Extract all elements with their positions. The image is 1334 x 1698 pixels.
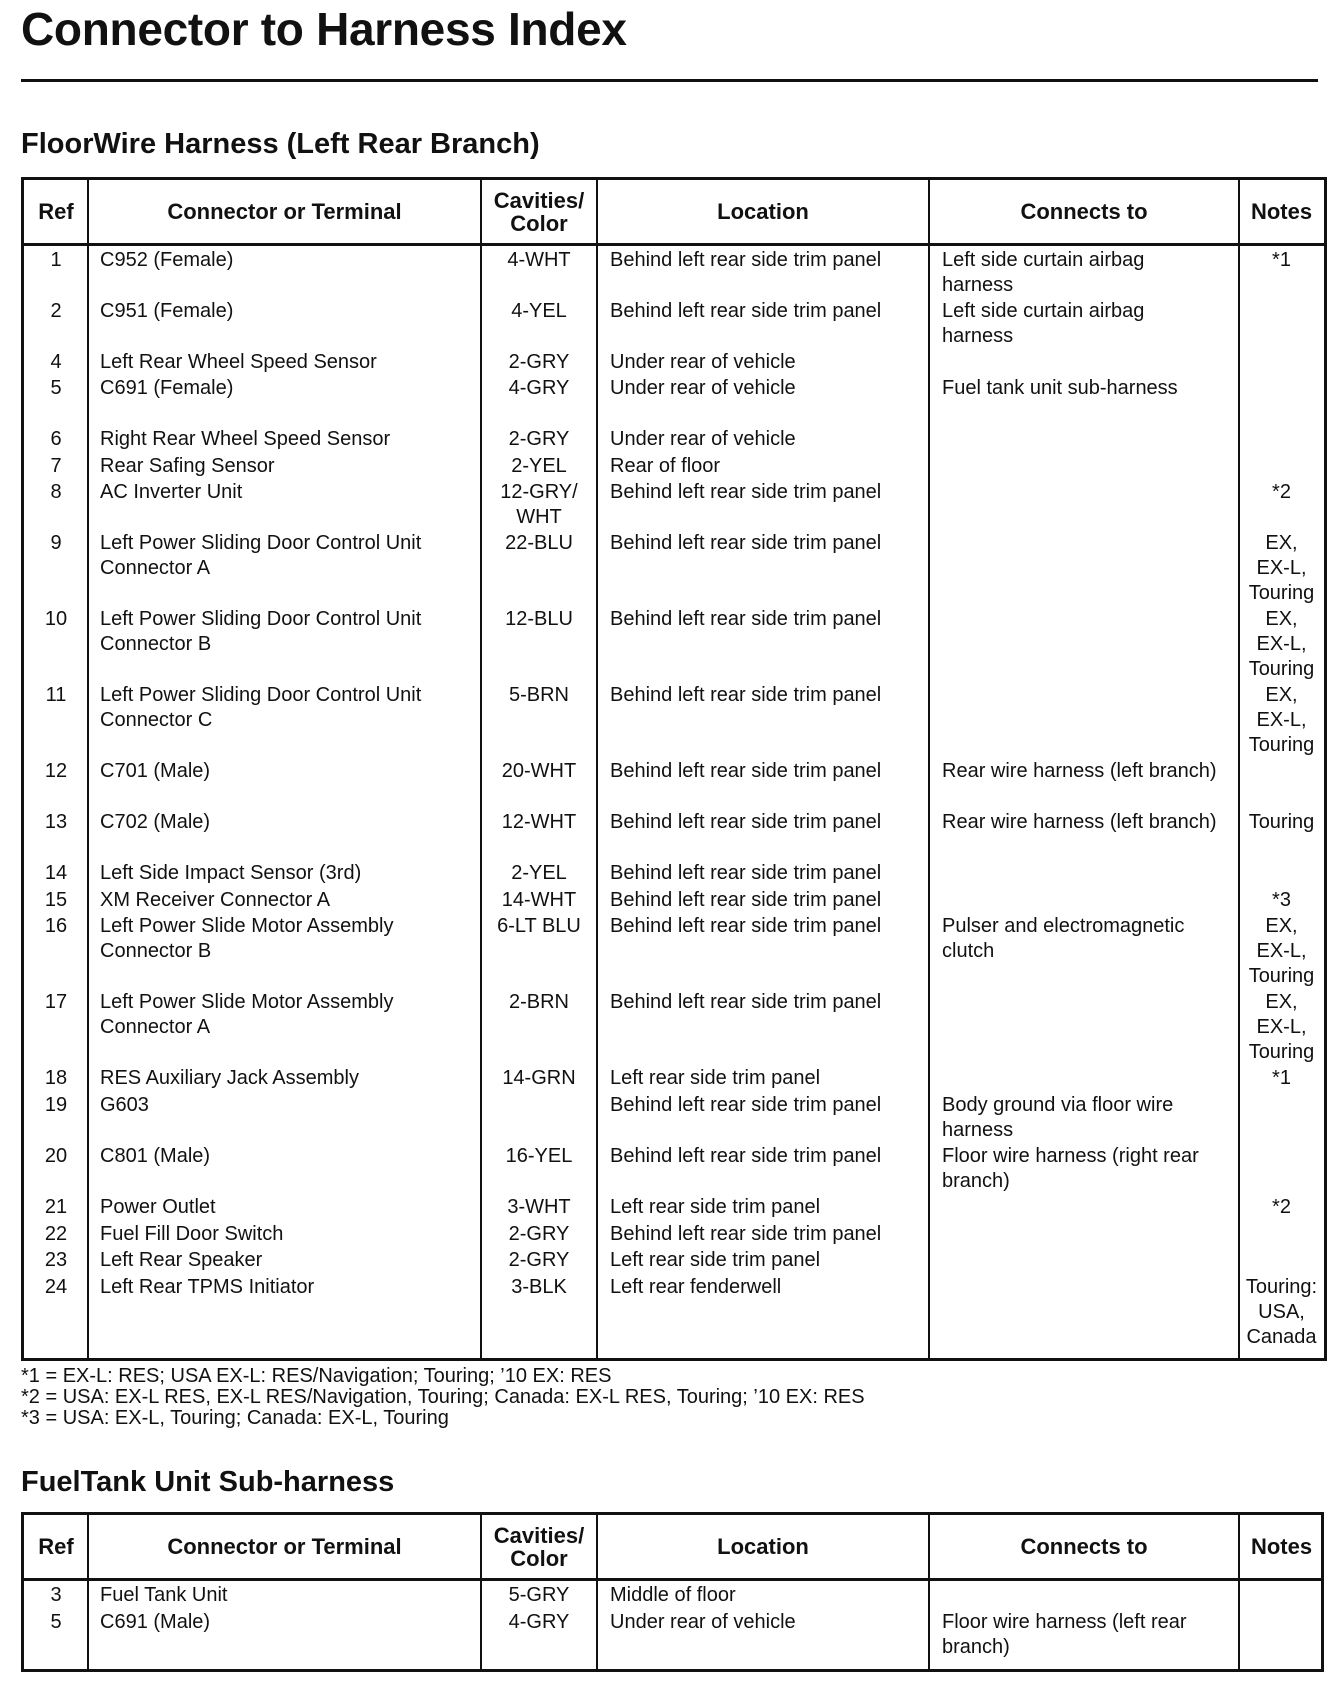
location-cell: Behind left rear side trim panel xyxy=(610,991,882,1013)
connector-cell: Left Power Sliding Door Control Unit Connector A xyxy=(100,532,422,579)
table-header xyxy=(24,1515,1321,1581)
location-cell: Rear of floor xyxy=(610,455,721,477)
ref-cell: 18 xyxy=(44,1067,68,1089)
location-cell: Behind left rear side trim panel xyxy=(610,481,882,503)
ref-cell: 20 xyxy=(44,1145,68,1167)
table-row xyxy=(24,1144,1324,1194)
location-cell: Under rear of vehicle xyxy=(610,1611,796,1633)
location-cell: Behind left rear side trim panel xyxy=(610,249,882,271)
footnote: *3 = USA: EX-L, Touring; Canada: EX-L, Touring xyxy=(21,1407,449,1429)
connects-to-cell xyxy=(929,350,1239,375)
connector-cell: C691 (Female) xyxy=(100,377,234,399)
location-cell: Behind left rear side trim panel xyxy=(610,608,882,630)
ref-cell: 5 xyxy=(50,1611,62,1633)
header-location: Location xyxy=(717,1534,809,1559)
table-row xyxy=(24,683,1324,758)
location-cell: Left rear side trim panel xyxy=(610,1067,821,1089)
cavities-cell: 2-YEL xyxy=(511,862,567,884)
header-connector: Connector or Terminal xyxy=(167,1534,402,1559)
connector-cell: Fuel Tank Unit xyxy=(100,1584,228,1606)
notes-cell xyxy=(1239,1610,1324,1660)
table-row xyxy=(24,1222,1324,1247)
notes-cell xyxy=(1239,759,1324,784)
section-title-floor-wire: FloorWire Harness (Left Rear Branch) xyxy=(21,128,540,160)
connects-to-cell: Rear wire harness (left branch) xyxy=(942,811,1217,833)
connects-to-cell xyxy=(929,1583,1239,1608)
table-row xyxy=(24,427,1324,452)
footnotes xyxy=(21,1366,865,1429)
notes-cell xyxy=(1239,376,1324,401)
connects-to-cell xyxy=(929,1275,1239,1350)
notes-cell xyxy=(1239,1093,1324,1143)
header-cavities: Cavities/ Color xyxy=(493,187,585,236)
cavities-cell: 12-GRY/ WHT xyxy=(500,481,578,528)
cavities-cell: 5-GRY xyxy=(508,1584,570,1606)
location-cell: Under rear of vehicle xyxy=(610,428,796,450)
location-cell: Behind left rear side trim panel xyxy=(610,760,882,782)
location-cell: Behind left rear side trim panel xyxy=(610,889,882,911)
table-row xyxy=(24,1583,1321,1608)
connects-to-cell xyxy=(929,427,1239,452)
notes-cell xyxy=(1239,1583,1324,1608)
ref-cell: 14 xyxy=(44,862,68,884)
header-location: Location xyxy=(717,199,809,224)
header-connects-to: Connects to xyxy=(1020,199,1148,224)
cavities-cell: 5-BRN xyxy=(508,684,569,706)
cavities-cell: 4-YEL xyxy=(511,300,567,322)
cavities-cell: 3-WHT xyxy=(507,1196,571,1218)
connects-to-cell xyxy=(929,531,1239,606)
footnote: *2 = USA: EX-L RES, EX-L RES/Navigation, Touring; Canada: EX-L RES, Touring; ’10 EX: RES xyxy=(21,1386,865,1408)
connector-cell: Rear Safing Sensor xyxy=(100,455,275,477)
ref-cell: 6 xyxy=(50,428,62,450)
connector-cell: AC Inverter Unit xyxy=(100,481,243,503)
connects-to-cell: Body ground via floor wire harness xyxy=(942,1094,1174,1141)
table-row xyxy=(24,990,1324,1065)
notes-cell: EX, EX-L, Touring xyxy=(1248,684,1315,756)
ref-cell: 2 xyxy=(50,300,62,322)
cavities-cell: 16-YEL xyxy=(505,1145,573,1167)
ref-cell: 17 xyxy=(44,991,68,1013)
table-row xyxy=(24,480,1324,530)
ref-cell: 21 xyxy=(44,1196,68,1218)
location-cell: Behind left rear side trim panel xyxy=(610,1223,882,1245)
ref-cell: 4 xyxy=(50,351,62,373)
table-row xyxy=(24,759,1324,784)
cavities-cell: 2-GRY xyxy=(508,1249,570,1271)
table-row xyxy=(24,1093,1324,1143)
connector-cell: C691 (Male) xyxy=(100,1611,211,1633)
notes-cell: EX, EX-L, Touring xyxy=(1248,991,1315,1063)
title-divider xyxy=(21,79,1318,82)
notes-cell xyxy=(1239,427,1324,452)
connector-cell: Left Side Impact Sensor (3rd) xyxy=(100,862,362,884)
cavities-cell: 4-GRY xyxy=(508,377,570,399)
ref-cell: 8 xyxy=(50,481,62,503)
connector-cell: Left Rear Speaker xyxy=(100,1249,263,1271)
cavities-cell: 2-YEL xyxy=(511,455,567,477)
section-title-fuel-tank: FuelTank Unit Sub-harness xyxy=(21,1466,395,1498)
notes-cell xyxy=(1239,350,1324,375)
notes-cell xyxy=(1239,299,1324,349)
cavities-cell: 2-GRY xyxy=(508,351,570,373)
connector-cell: C951 (Female) xyxy=(100,300,234,322)
connector-cell: Power Outlet xyxy=(100,1196,216,1218)
ref-cell: 5 xyxy=(50,377,62,399)
location-cell: Left rear side trim panel xyxy=(610,1249,821,1271)
table-row xyxy=(24,810,1324,835)
connector-cell: XM Receiver Connector A xyxy=(100,889,331,911)
location-cell: Behind left rear side trim panel xyxy=(610,1145,882,1167)
notes-cell: Touring xyxy=(1248,811,1315,833)
location-cell: Behind left rear side trim panel xyxy=(610,532,882,554)
header-cavities: Cavities/ Color xyxy=(493,1522,585,1571)
ref-cell: 16 xyxy=(44,915,68,937)
ref-cell: 24 xyxy=(44,1276,68,1298)
location-cell: Behind left rear side trim panel xyxy=(610,862,882,884)
table-row xyxy=(24,888,1324,913)
cavities-cell: 14-GRN xyxy=(502,1067,576,1089)
ref-cell: 9 xyxy=(50,532,62,554)
location-cell: Middle of floor xyxy=(610,1584,736,1606)
ref-cell: 11 xyxy=(45,684,67,706)
connects-to-cell: Fuel tank unit sub-harness xyxy=(942,377,1178,399)
connector-cell: C702 (Male) xyxy=(100,811,211,833)
table-row xyxy=(24,248,1324,298)
table-header xyxy=(24,180,1324,246)
table-row xyxy=(24,607,1324,682)
ref-cell: 10 xyxy=(44,608,68,630)
ref-cell: 7 xyxy=(50,455,62,477)
location-cell: Under rear of vehicle xyxy=(610,351,796,373)
table-row xyxy=(24,861,1324,886)
table-row xyxy=(24,1248,1324,1273)
notes-cell xyxy=(1239,861,1324,886)
notes-cell xyxy=(1239,454,1324,479)
page-title: Connector to Harness Index xyxy=(21,3,627,55)
notes-cell: *1 xyxy=(1272,1067,1291,1089)
location-cell: Behind left rear side trim panel xyxy=(610,811,882,833)
connects-to-cell xyxy=(929,888,1239,913)
notes-cell: Touring: USA, Canada xyxy=(1245,1276,1318,1348)
header-connects-to: Connects to xyxy=(1020,1534,1148,1559)
notes-cell: *1 xyxy=(1272,249,1291,271)
location-cell: Left rear fenderwell xyxy=(610,1276,782,1298)
connects-to-cell xyxy=(929,990,1239,1065)
notes-cell: EX, EX-L, Touring xyxy=(1248,532,1315,604)
connector-cell: Left Rear Wheel Speed Sensor xyxy=(100,351,377,373)
connects-to-cell xyxy=(929,683,1239,758)
ref-cell: 22 xyxy=(44,1223,68,1245)
ref-cell: 1 xyxy=(50,249,62,271)
header-connector: Connector or Terminal xyxy=(167,199,402,224)
location-cell: Behind left rear side trim panel xyxy=(610,915,882,937)
notes-cell: *3 xyxy=(1272,889,1291,911)
connects-to-cell xyxy=(929,454,1239,479)
notes-cell: *2 xyxy=(1272,1196,1291,1218)
table-row xyxy=(24,350,1324,375)
cavities-cell: 20-WHT xyxy=(501,760,577,782)
cavities-cell: 12-BLU xyxy=(505,608,573,630)
connects-to-cell xyxy=(929,1195,1239,1220)
table-row xyxy=(24,376,1324,401)
cavities-cell: 4-WHT xyxy=(507,249,571,271)
connector-cell: Left Power Sliding Door Control Unit Connector C xyxy=(100,684,422,731)
connector-cell: Left Power Sliding Door Control Unit Connector B xyxy=(100,608,422,655)
floor-wire-harness-table xyxy=(21,177,1327,1361)
ref-cell: 3 xyxy=(50,1584,62,1606)
connects-to-cell xyxy=(929,480,1239,530)
cavities-cell: 2-GRY xyxy=(508,428,570,450)
header-ref: Ref xyxy=(38,1534,74,1559)
ref-cell: 23 xyxy=(44,1249,68,1271)
location-cell: Behind left rear side trim panel xyxy=(610,300,882,322)
connector-cell: Left Power Slide Motor Assembly Connector A xyxy=(100,991,394,1038)
cavities-cell: 22-BLU xyxy=(505,532,573,554)
connector-cell: C801 (Male) xyxy=(100,1145,211,1167)
table-row xyxy=(24,1610,1321,1660)
cavities-cell: 4-GRY xyxy=(508,1611,570,1633)
location-cell: Behind left rear side trim panel xyxy=(610,1094,882,1116)
header-ref: Ref xyxy=(38,199,74,224)
cavities-cell: 2-GRY xyxy=(508,1223,570,1245)
connector-cell: RES Auxiliary Jack Assembly xyxy=(100,1067,359,1089)
ref-cell: 13 xyxy=(44,811,68,833)
connector-cell: C952 (Female) xyxy=(100,249,234,271)
connects-to-cell: Left side curtain airbag harness xyxy=(942,249,1145,296)
connects-to-cell xyxy=(929,1248,1239,1273)
table-row xyxy=(24,914,1324,989)
table-row xyxy=(24,454,1324,479)
cavities-cell: 3-BLK xyxy=(511,1276,567,1298)
connects-to-cell xyxy=(929,1222,1239,1247)
notes-cell xyxy=(1239,1248,1324,1273)
connects-to-cell: Left side curtain airbag harness xyxy=(942,300,1145,347)
ref-cell: 15 xyxy=(44,889,68,911)
table-row xyxy=(24,1275,1324,1350)
connector-cell: C701 (Male) xyxy=(100,760,211,782)
location-cell: Under rear of vehicle xyxy=(610,377,796,399)
notes-cell: *2 xyxy=(1272,481,1291,503)
table-row xyxy=(24,299,1324,349)
connector-cell: G603 xyxy=(100,1094,149,1116)
connector-cell: Right Rear Wheel Speed Sensor xyxy=(100,428,391,450)
location-cell: Behind left rear side trim panel xyxy=(610,684,882,706)
location-cell: Left rear side trim panel xyxy=(610,1196,821,1218)
cavities-cell: 12-WHT xyxy=(501,811,577,833)
cavities-cell: 2-BRN xyxy=(508,991,569,1013)
header-notes: Notes xyxy=(1250,199,1313,224)
connects-to-cell xyxy=(929,861,1239,886)
ref-cell: 19 xyxy=(44,1094,68,1116)
connector-cell: Left Power Slide Motor Assembly Connector B xyxy=(100,915,394,962)
ref-cell: 12 xyxy=(44,760,68,782)
fuel-tank-sub-harness-table xyxy=(21,1512,1324,1672)
connects-to-cell xyxy=(929,607,1239,682)
notes-cell xyxy=(1239,1222,1324,1247)
cavities-cell xyxy=(481,1093,597,1143)
cavities-cell: 6-LT BLU xyxy=(497,915,581,937)
notes-cell: EX, EX-L, Touring xyxy=(1248,608,1315,680)
connects-to-cell: Floor wire harness (left rear branch) xyxy=(942,1611,1187,1658)
table-row xyxy=(24,1195,1324,1220)
cavities-cell: 14-WHT xyxy=(501,889,577,911)
notes-cell: EX, EX-L, Touring xyxy=(1248,915,1315,987)
footnote: *1 = EX-L: RES; USA EX-L: RES/Navigation; Touring; ’10 EX: RES xyxy=(21,1365,612,1387)
connects-to-cell: Pulser and electromagnetic clutch xyxy=(942,915,1185,962)
table-row xyxy=(24,531,1324,606)
connector-cell: Left Rear TPMS Initiator xyxy=(100,1276,315,1298)
header-notes: Notes xyxy=(1250,1534,1313,1559)
notes-cell xyxy=(1239,1144,1324,1194)
table-row xyxy=(24,1066,1324,1091)
connects-to-cell xyxy=(929,1066,1239,1091)
connector-cell: Fuel Fill Door Switch xyxy=(100,1223,284,1245)
connects-to-cell: Rear wire harness (left branch) xyxy=(942,760,1217,782)
connects-to-cell: Floor wire harness (right rear branch) xyxy=(942,1145,1199,1192)
